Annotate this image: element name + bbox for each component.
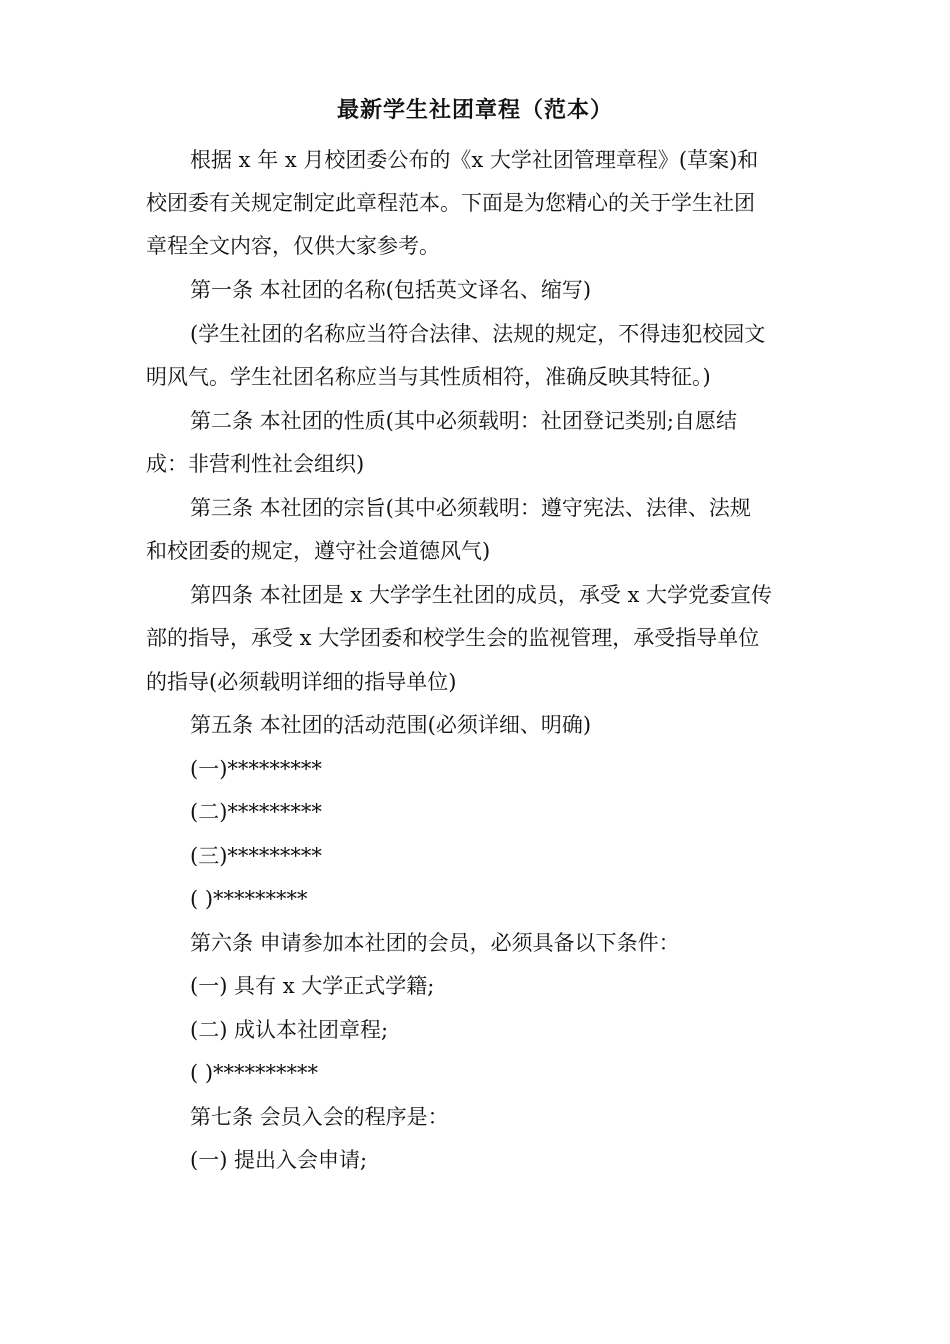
list-item: ( )********* [190,887,308,911]
list-item: (二) 成认本社团章程; [190,1018,389,1042]
list-item: (三)********* [190,844,322,868]
list-item: ( )********** [190,1061,319,1085]
list-item: (一)********* [190,757,322,781]
paragraph-line: 校团委有关规定制定此章程范本。下面是为您精心的关于学生社团 [146,191,755,215]
paragraph-line: 成：非营利性社会组织) [146,452,365,476]
article-1-line: 第一条 本社团的名称(包括英文译名、缩写) [190,278,592,302]
paragraph-line: 和校团委的规定，遵守社会道德风气) [146,539,491,563]
article-2-line: 第二条 本社团的性质(其中必须载明：社团登记类别;自愿结 [190,409,737,433]
article-7-line: 第七条 会员入会的程序是： [190,1105,449,1129]
article-6-line: 第六条 申请参加本社团的会员，必须具备以下条件： [190,931,680,955]
list-item: (二)********* [190,800,322,824]
paragraph-line: 根据 x 年 x 月校团委公布的《x 大学社团管理章程》(草案)和 [190,148,759,172]
article-3-line: 第三条 本社团的宗旨(其中必须载明：遵守宪法、法律、法规 [190,496,751,520]
document-title: 最新学生社团章程（范本） [336,97,613,123]
paragraph-line: 的指导(必须载明详细的指导单位) [146,670,457,694]
paragraph-line: 部的指导，承受 x 大学团委和校学生会的监视管理，承受指导单位 [146,626,760,650]
paragraph-line: (学生社团的名称应当符合法律、法规的规定，不得违犯校园文 [190,322,766,346]
list-item: (一) 具有 x 大学正式学籍; [190,974,435,998]
list-item: (一) 提出入会申请; [190,1148,368,1172]
paragraph-line: 明风气。学生社团名称应当与其性质相符，准确反映其特征。) [146,365,711,389]
paragraph-line: 章程全文内容，仅供大家参考。 [146,234,440,258]
article-4-line: 第四条 本社团是 x 大学学生社团的成员，承受 x 大学党委宣传 [190,583,773,607]
article-5-line: 第五条 本社团的活动范围(必须详细、明确) [190,713,592,737]
